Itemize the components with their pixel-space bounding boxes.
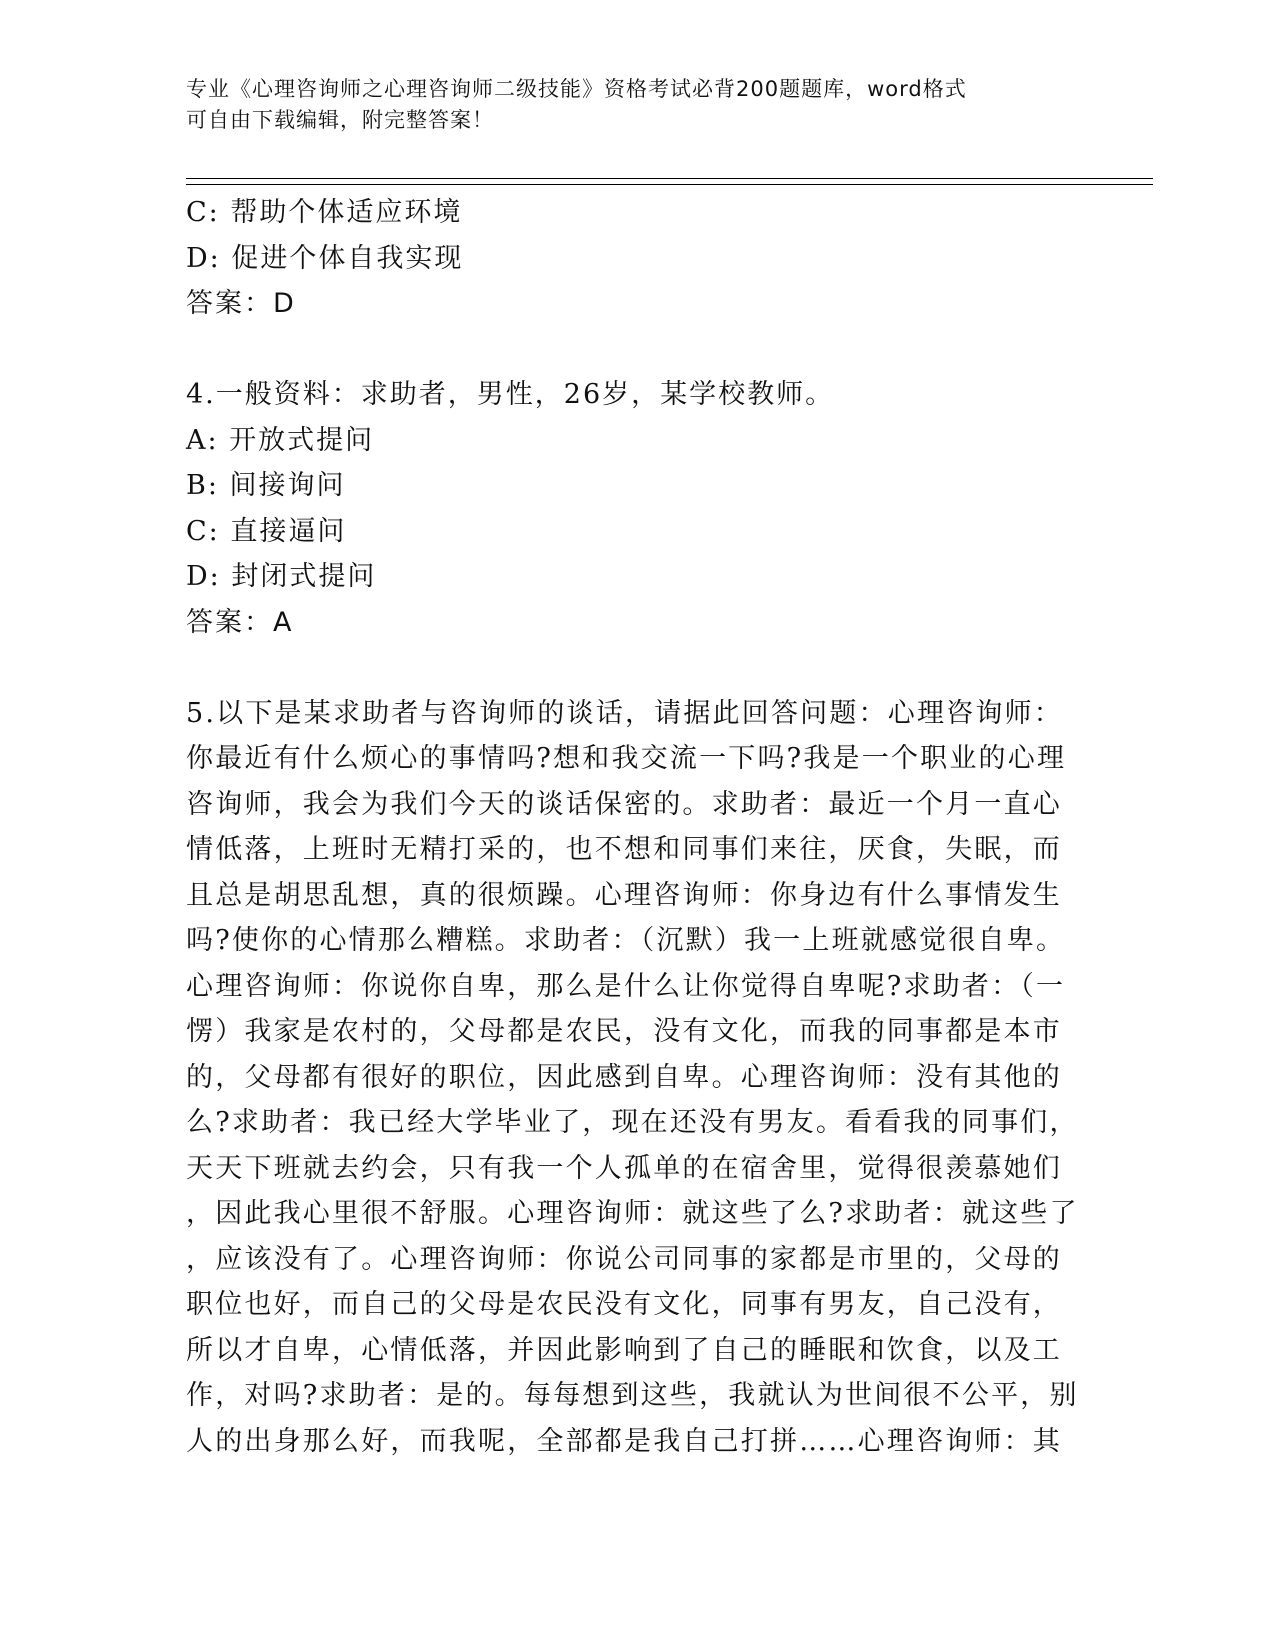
question-text-line: 心理咨询师：你说你自卑，那么是什么让你觉得自卑呢?求助者：（一: [186, 970, 1066, 1002]
option-a: A: 开放式提问: [186, 424, 375, 456]
question-text-line: 天天下班就去约会，只有我一个人孤单的在宿舍里，觉得很羡慕她们: [186, 1152, 1062, 1184]
option-c: C: 帮助个体适应环境: [186, 197, 463, 228]
question-text-line: ，应该没有了。心理咨询师：你说公司同事的家都是市里的，父母的: [186, 1243, 1062, 1275]
question-text-line: 职位也好，而自己的父母是农民没有文化，同事有男友，自己没有，: [186, 1289, 1062, 1320]
header-line-2: 可自由下载编辑，附完整答案！: [186, 108, 494, 132]
question-text-line: 情低落，上班时无精打采的，也不想和同事们来往，厌食，失眠，而: [186, 834, 1062, 865]
option-d: D: 封闭式提问: [186, 561, 377, 592]
question-text-line: 吗?使你的心情那么糟糕。求助者：（沉默）我一上班就感觉很自卑。: [186, 925, 1066, 956]
spacer: [186, 645, 1086, 691]
question-text-line: 愣）我家是农村的，父母都是农民，没有文化，而我的同事都是本市: [186, 1016, 1062, 1047]
question-text-line: ，因此我心里很不舒服。心理咨询师：就这些了么?求助者：就这些了: [186, 1198, 1079, 1229]
question-4: [186, 372, 1086, 645]
question-text-line: 你最近有什么烦心的事情吗?想和我交流一下吗?我是一个职业的心理: [186, 743, 1067, 774]
question-text-line: 么?求助者：我已经大学毕业了，现在还没有男友。看看我的同事们，: [186, 1107, 1079, 1138]
page-header: [186, 74, 1086, 136]
question-text-line: 的，父母都有很好的职位，因此感到自卑。心理咨询师：没有其他的: [186, 1061, 1062, 1093]
question-text-line: 5.以下是某求助者与咨询师的谈话，请据此回答问题：心理咨询师：: [186, 697, 1063, 729]
answer-line: 答案：A: [186, 606, 294, 638]
question-text-line: 作，对吗?求助者：是的。每每想到这些，我就认为世间很不公平，别: [186, 1380, 1079, 1411]
option-d: D: 促进个体自我实现: [186, 242, 464, 274]
question-text-line: 所以才自卑，心情低落，并因此影响到了自己的睡眠和饮食，以及工: [186, 1334, 1062, 1366]
previous-question-continuation: [186, 190, 1086, 327]
question-stem: 4.一般资料：求助者，男性，26岁，某学校教师。: [186, 379, 835, 410]
question-text-line: 咨询师，我会为我们今天的谈话保密的。求助者：最近一个月一直心: [186, 788, 1062, 820]
answer-line: 答案：D: [186, 288, 296, 319]
question-text-line: 人的出身那么好，而我呢，全部都是我自己打拼……心理咨询师：其: [186, 1425, 1062, 1457]
document-body: [186, 190, 1086, 1464]
option-c: C: 直接逼问: [186, 515, 347, 547]
header-line-1: 专业《心理咨询师之心理咨询师二级技能》资格考试必背200题题库，word格式: [186, 77, 967, 101]
header-divider-top: [186, 178, 1153, 179]
question-text-line: 且总是胡思乱想，真的很烦躁。心理咨询师：你身边有什么事情发生: [186, 879, 1062, 911]
header-divider-bottom: [186, 184, 1153, 185]
spacer: [186, 327, 1086, 373]
option-b: B: 间接询问: [186, 470, 346, 501]
question-5: [186, 691, 1086, 1465]
